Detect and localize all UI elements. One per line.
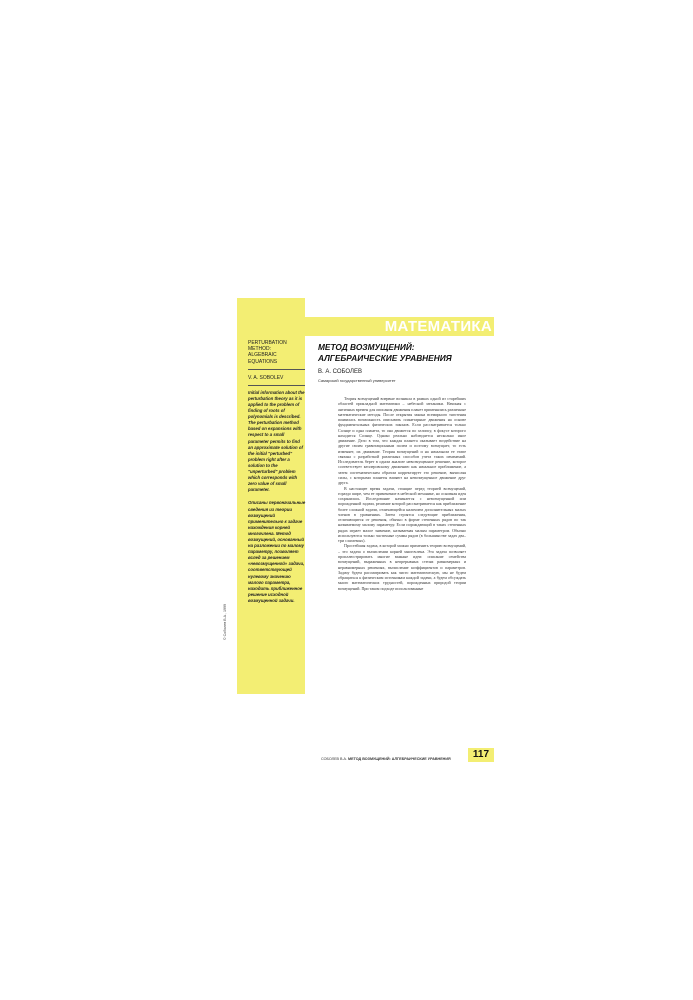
english-author: V. A. SOBOLEV <box>248 374 284 381</box>
page-number-box <box>468 748 494 762</box>
footer-author: СОБОЛЕВ В.А. <box>321 757 347 761</box>
abstract-english: Initial information about the perturbation theory as it is applied to the problem of finding of roots of polynomials is described. The perturbation method based on expansions with respect to a small parameter permits to find an approximate solution of the initial "perturbed" problem right after a solution to the "unperturbed" problem which corresponds with zero value of small parameter. <box>248 389 305 493</box>
running-footer <box>321 757 451 762</box>
footer-title: МЕТОД ВОЗМУЩЕНИЙ: АЛГЕБРАИЧЕСКИЕ УРАВНЕНИЯ <box>348 757 451 761</box>
english-summary <box>248 340 306 604</box>
article-title <box>318 342 493 364</box>
english-title-line: ALGEBRAIC EQUATIONS <box>248 352 278 365</box>
author-affiliation: Самарский государственный университет <box>318 378 396 383</box>
sidebar-divider <box>248 369 305 370</box>
article-title-line: МЕТОД ВОЗМУЩЕНИЙ: <box>318 342 415 352</box>
article-author: В. А. СОБОЛЕВ <box>318 369 362 375</box>
body-paragraph: Простейшая задача, в которой можно применить теорию возмущений, – это задача о вычислении корней многочлена. Эта задача позволяет проиллюстрировать многие важные идеи: описание семейства возмущений, выраженных в непрерывных степях равномерных и неравномерных решениях, вычисление коэффициентов и параметров. Задачу будем рассматривать как чисто математическую, мы не будем обращаться к физическим источникам каждой задачи, а будем обсуждать много математических трудностей, порожденных природой теории возмущений. При таком подходе использованные <box>338 543 466 591</box>
english-title <box>248 340 306 365</box>
article-body <box>338 396 466 767</box>
section-header-bar <box>305 317 494 336</box>
english-title-line: PERTURBATION <box>248 340 287 346</box>
copyright-notice: © Соболев В.А., 1999 <box>223 603 227 640</box>
body-paragraph: Теория возмущений впервые возникла в рамках одной из старейших областей прикладной математики – небесной механики. Начиная с античных времен для описания движения планет применялись различные математические методы. После открытия закона всемирного тяготения появилась возможность описывать планетарные движения на основе фундаментальных физических законов. Если рассматривается только Солнце и одна планета, то она движется по эллипсу, в фокусе которого находится Солнце. Однако реально наблюдается несколько иное движение. Дело в том, что каждая планета оказывает воздействие на другие своим гравитационным полем и поэтому возмущает, то есть изменяет, их движение. Теория возмущений и на начальном ее этапе связана с разработкой различных способов учета таких изменений. Исследователь берет в одном анализе невозмущенное решение, которое соответствует кеплеровскому движению как начальное приближение, а затем систематическим образом корректирует это решение, вычисляя силы, с которыми планеты влияют на невозмущенное движение друг друга. <box>338 396 466 486</box>
english-title-line: METHOD: <box>248 346 272 353</box>
section-label: МАТЕМАТИКА <box>384 318 492 335</box>
page-number: 117 <box>472 749 490 760</box>
abstract-russian: Описаны первоначальные сведения из теории возмущений применительно к задаче нахождения корней многочлена. Метод возмущений, основанный на разложении по малому параметру, позволяет вслед за решением «невозмущенной» задачи, соответствующей нулевому значению малого параметра, находить приближенное решение исходной возмущенной задачи. <box>248 500 306 603</box>
sidebar-divider <box>248 385 305 386</box>
article-title-line: АЛГЕБРАИЧЕСКИЕ УРАВНЕНИЯ <box>318 353 452 363</box>
body-paragraph: В настоящее время задачи, стоящие перед теорией возмущений, гораздо шире, чем ее применение в небесной механике, но основная идея сохранилась. Исследование начинается с невозмущенной или порожденной задачи, решение которой рассматривается как приближение более сложной задачи, отличающейся наличием дополнительных малых членов в уравнениях. Затем строятся следующие приближения, отличающиеся от решения, обычно в форме степенных рядов по так называемому малому параметру. Если порождающий в таких степенных рядах играет малое значение, называемая малым параметром. Обычно используются только частичные суммы рядов (в большинстве задач два–три слагаемых). <box>338 485 466 544</box>
